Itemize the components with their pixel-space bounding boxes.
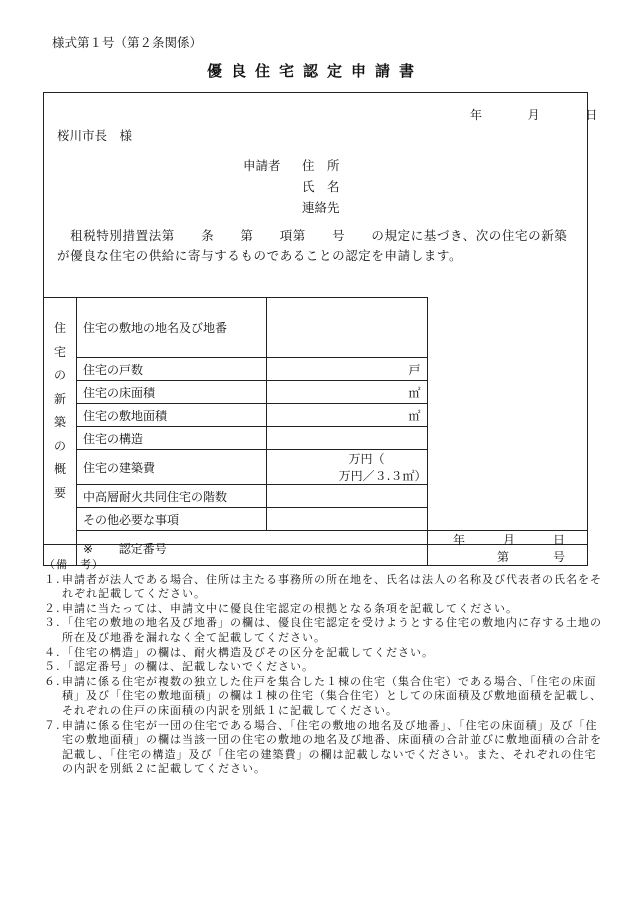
note-item [44, 719, 604, 777]
section-label-char: 築 [53, 415, 66, 429]
note-item [44, 646, 604, 661]
note-item [44, 602, 604, 617]
table-row [44, 404, 588, 427]
value-structure[interactable] [267, 427, 428, 450]
section-label-vertical [44, 298, 76, 505]
value-floor-count[interactable] [267, 485, 428, 508]
address-label: 住 所 [302, 158, 340, 173]
note-item [44, 675, 604, 719]
applicant-label: 申請者 [243, 158, 281, 173]
value-site-location[interactable] [267, 298, 428, 358]
notes-section [44, 558, 604, 777]
note-item [44, 573, 604, 602]
item-site-location: 住宅の敷地の地名及び地番 [77, 298, 267, 358]
note-number: ４. [44, 645, 61, 659]
note-text: 「認定番号」の欄は、記載しないでください。 [62, 660, 314, 674]
note-text: 申請に係る住宅が複数の独立した住戸を集合した１棟の住宅（集合住宅）である場合、「住宅の床面積」及び「住宅の敷地面積」の欄は１棟の住宅（集合住宅）としての床面積及び敷地面積を記載し、それぞれの住戸の床面積の内訳を別紙１に記載してください。 [62, 674, 602, 717]
certification-label: 認定番号 [118, 541, 167, 556]
note-text: 「住宅の構造」の欄は、耐火構造及びその区分を記載してください。 [62, 645, 434, 659]
note-item [44, 616, 604, 645]
contact-label: 連絡先 [302, 200, 340, 215]
item-floor-area: 住宅の床面積 [77, 381, 267, 404]
addressee: 桜川市長 様 [57, 128, 133, 143]
document-title: 優良住宅認定申請書 [206, 62, 423, 80]
value-unit-count[interactable]: 戸 [267, 358, 428, 381]
table-row [44, 298, 588, 358]
housing-overview-table [43, 297, 588, 566]
cert-number-suffix: 号 [552, 550, 565, 564]
cert-number-prefix: 第 [496, 550, 509, 564]
note-number: ２. [44, 601, 61, 615]
table-row [44, 427, 588, 450]
note-text: 「住宅の敷地の地名及び地番」の欄は、優良住宅認定を受けようとする住宅の敷地内に存する土地の所在及び地番を漏れなく全て記載してください。 [62, 616, 602, 644]
note-text: 申請に当たっては、申請文中に優良住宅認定の根拠となる条項を記載してください。 [62, 601, 518, 615]
cost-per-area-unit: 万円／３.３㎡） [338, 469, 427, 483]
application-date [470, 106, 597, 123]
date-year-label: 年 [470, 108, 483, 122]
note-number: ７. [44, 718, 61, 732]
notes-heading: （備 考） [44, 558, 104, 571]
cert-year-label: 年 [452, 533, 465, 547]
item-construction-cost: 住宅の建築費 [77, 450, 267, 485]
section-label-char: 要 [53, 485, 66, 500]
table-row [44, 485, 588, 508]
item-floor-count: 中高層耐火共同住宅の階数 [77, 485, 267, 508]
item-other: その他必要な事項 [77, 508, 267, 531]
value-other[interactable] [267, 508, 428, 531]
table-row [44, 358, 588, 381]
note-text: 申請に係る住宅が一団の住宅である場合、「住宅の敷地の地名及び地番」、「住宅の床面積」及び「住宅の敷地面積」の欄は当該一団の住宅の敷地の地名及び地番、床面積の合計並びに敷地面積の合計を記載し、「住宅の構造」及び「住宅の建築費」の欄は記載しないでください。また、それぞれの住宅の内訳を別紙２に記載してください。 [62, 718, 602, 776]
section-label-char: の [53, 438, 66, 453]
table-row [44, 450, 588, 485]
date-month-label: 月 [527, 108, 540, 122]
value-construction-cost[interactable] [267, 450, 428, 485]
cost-total-unit: 万円（ [348, 452, 385, 466]
section-label-char: 概 [53, 462, 66, 476]
section-label-char: の [53, 368, 66, 382]
section-label-char: 新 [53, 391, 66, 406]
value-site-area[interactable]: ㎡ [267, 404, 428, 427]
value-floor-area[interactable]: ㎡ [267, 381, 428, 404]
item-site-area: 住宅の敷地面積 [77, 404, 267, 427]
item-unit-count: 住宅の戸数 [77, 358, 267, 381]
table-row [44, 508, 588, 531]
note-number: ６. [44, 674, 61, 688]
item-structure: 住宅の構造 [77, 427, 267, 450]
section-label-char: 宅 [53, 344, 66, 359]
certification-mark: ※ [83, 541, 94, 556]
application-statement: 租税特別措置法第 条 第 項第 号 の規定に基づき、次の住宅の新築が優良な住宅の供給に寄与するものであることの認定を申請します。 [57, 228, 568, 263]
date-day-label: 日 [585, 108, 598, 122]
cert-day-label: 日 [552, 533, 565, 547]
note-number: ５. [44, 660, 61, 674]
note-number: ３. [44, 616, 61, 630]
table-row [44, 381, 588, 404]
note-text: 申請者が法人である場合、住所は主たる事務所の所在地を、氏名は法人の名称及び代表者の氏名をそれぞれ記載してください。 [62, 572, 602, 601]
note-item [44, 660, 604, 675]
cert-month-label: 月 [502, 533, 515, 547]
form-number: 様式第１号（第２条関係） [52, 35, 203, 50]
name-label: 氏 名 [302, 179, 340, 194]
section-label-char: 住 [53, 321, 66, 335]
note-number: １. [44, 572, 61, 586]
section-label-cell [44, 298, 77, 566]
